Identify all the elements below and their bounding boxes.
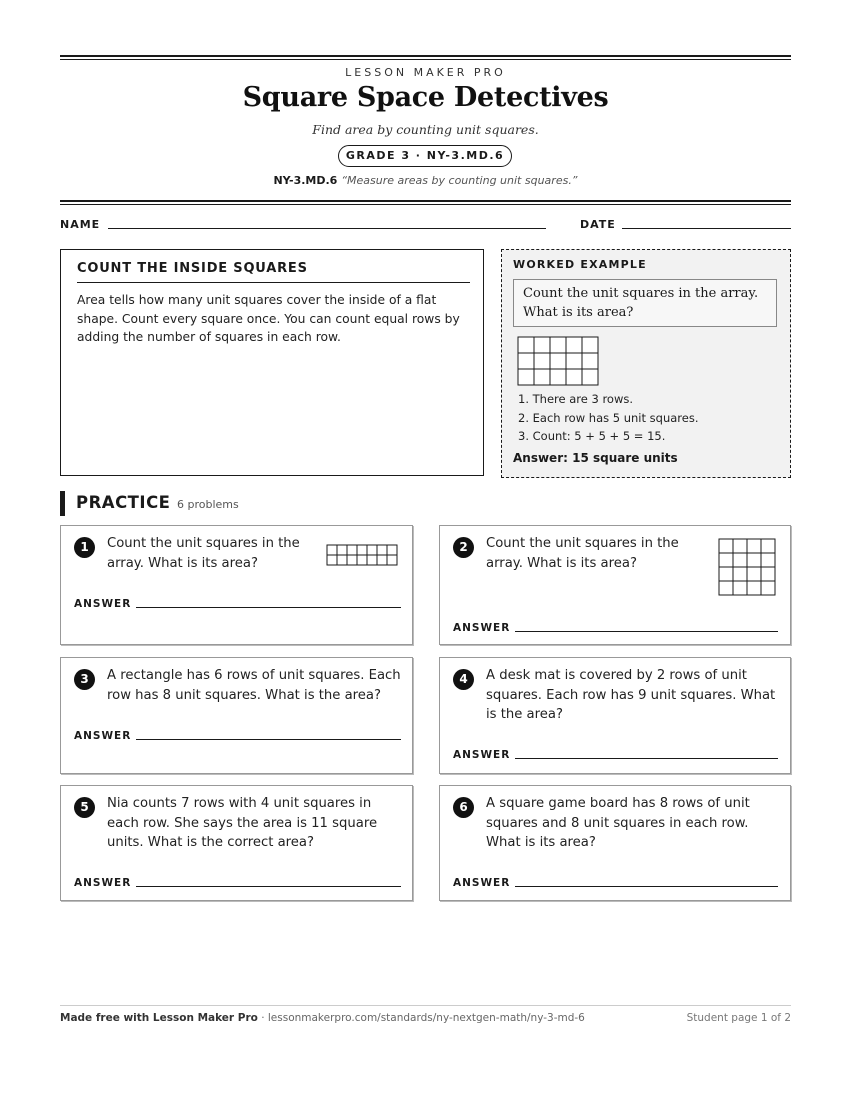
problem-card-5 xyxy=(60,785,413,901)
unit-square xyxy=(566,369,582,385)
problem-text: A rectangle has 6 rows of unit squares. Each row has 8 unit squares. What is the area? xyxy=(107,668,401,703)
worksheet-subtitle: Find area by counting unit squares. xyxy=(312,122,539,137)
header-top-rule xyxy=(60,55,791,57)
unit-square xyxy=(377,555,387,565)
unit-square xyxy=(357,545,367,555)
problem-number: 2 xyxy=(453,537,474,558)
unit-square xyxy=(387,545,397,555)
answer-field[interactable] xyxy=(136,607,401,608)
answer-label: ANSWER xyxy=(74,730,132,742)
grade-standard-badge: GRADE 3 · NY-3.MD.6 xyxy=(338,145,512,167)
unit-square xyxy=(387,555,397,565)
answer-label: ANSWER xyxy=(453,749,511,761)
problem-array xyxy=(718,538,776,596)
footer-url[interactable]: · lessonmakerpro.com/standards/ny-nextgen-math/ny-3-md-6 xyxy=(257,1012,585,1024)
unit-square xyxy=(761,581,775,595)
header-bottom-rule xyxy=(60,200,791,202)
practice-title: PRACTICE xyxy=(76,493,171,512)
unit-square xyxy=(719,581,733,595)
unit-square xyxy=(550,353,566,369)
name-field[interactable] xyxy=(108,228,546,229)
lesson-panel xyxy=(60,249,484,476)
problem-text: A desk mat is covered by 2 rows of unit squares. Each row has 9 unit squares. What is the area? xyxy=(486,668,776,722)
worked-example-step: 3. Count: 5 + 5 + 5 = 15. xyxy=(518,429,666,443)
unit-square xyxy=(582,353,598,369)
answer-field[interactable] xyxy=(136,739,401,740)
problem-number: 1 xyxy=(74,537,95,558)
worked-example-panel xyxy=(501,249,791,478)
unit-square xyxy=(733,567,747,581)
unit-square xyxy=(761,567,775,581)
header-bottom-rule-thin xyxy=(60,204,791,205)
problem-number: 3 xyxy=(74,669,95,690)
unit-square xyxy=(719,567,733,581)
problem-text: Nia counts 7 rows with 4 unit squares in each row. She says the area is 11 square units. What is the correct area? xyxy=(107,796,378,850)
problem-card-1 xyxy=(60,525,413,645)
practice-marker xyxy=(60,491,65,516)
unit-square xyxy=(347,555,357,565)
problem-array xyxy=(326,544,398,566)
answer-label: ANSWER xyxy=(453,622,511,634)
lesson-heading: COUNT THE INSIDE SQUARES xyxy=(77,261,470,283)
footer-credit xyxy=(60,1012,585,1024)
unit-square xyxy=(367,555,377,565)
unit-square xyxy=(733,553,747,567)
worked-example-steps xyxy=(518,390,699,446)
unit-square xyxy=(534,353,550,369)
answer-label: ANSWER xyxy=(74,598,132,610)
unit-square xyxy=(747,581,761,595)
worked-example-array xyxy=(517,336,599,386)
unit-square xyxy=(566,353,582,369)
header-top-rule-thin xyxy=(60,59,791,60)
problem-text: Count the unit squares in the array. What is its area? xyxy=(107,536,300,571)
answer-field[interactable] xyxy=(515,886,778,887)
lesson-body: Area tells how many unit squares cover the inside of a flat shape. Count every square once. You can count equal rows by adding the number of squares in each row. xyxy=(77,293,460,344)
unit-square xyxy=(747,539,761,553)
unit-square xyxy=(761,553,775,567)
unit-square xyxy=(747,567,761,581)
problem-card-2 xyxy=(439,525,791,645)
unit-square xyxy=(747,553,761,567)
unit-square xyxy=(327,545,337,555)
footer-page-number: Student page 1 of 2 xyxy=(686,1012,791,1024)
worked-example-question: Count the unit squares in the array. What is its area? xyxy=(513,279,777,327)
unit-square xyxy=(550,369,566,385)
problem-number: 4 xyxy=(453,669,474,690)
unit-square xyxy=(534,337,550,353)
problem-text: Count the unit squares in the array. What is its area? xyxy=(486,536,679,571)
worked-example-answer: Answer: 15 square units xyxy=(513,451,678,465)
problem-card-3 xyxy=(60,657,413,774)
worked-example-step: 1. There are 3 rows. xyxy=(518,392,634,406)
worksheet-title: Square Space Detectives xyxy=(242,82,609,113)
unit-square xyxy=(357,555,367,565)
date-field[interactable] xyxy=(622,228,791,229)
unit-square xyxy=(719,553,733,567)
footer-rule xyxy=(60,1005,791,1006)
answer-field[interactable] xyxy=(136,886,401,887)
standard-description: “Measure areas by counting unit squares.” xyxy=(341,174,578,187)
unit-square xyxy=(518,369,534,385)
unit-square xyxy=(550,337,566,353)
unit-square xyxy=(337,545,347,555)
unit-square xyxy=(367,545,377,555)
unit-square xyxy=(733,581,747,595)
unit-square xyxy=(534,369,550,385)
unit-square xyxy=(566,337,582,353)
unit-square xyxy=(582,369,598,385)
worked-example-heading: WORKED EXAMPLE xyxy=(513,258,647,271)
unit-square xyxy=(761,539,775,553)
footer-made-with: Made free with Lesson Maker Pro xyxy=(60,1012,258,1024)
answer-label: ANSWER xyxy=(453,877,511,889)
name-label: NAME xyxy=(60,218,101,231)
problem-card-6 xyxy=(439,785,791,901)
standard-line xyxy=(60,174,791,187)
unit-square xyxy=(582,337,598,353)
unit-square xyxy=(337,555,347,565)
answer-label: ANSWER xyxy=(74,877,132,889)
answer-field[interactable] xyxy=(515,758,778,759)
unit-square xyxy=(377,545,387,555)
unit-square xyxy=(719,539,733,553)
problem-number: 6 xyxy=(453,797,474,818)
unit-square xyxy=(518,337,534,353)
unit-square xyxy=(347,545,357,555)
standard-code: NY-3.MD.6 xyxy=(273,174,338,187)
problem-card-4 xyxy=(439,657,791,774)
date-label: DATE xyxy=(580,218,616,231)
unit-square xyxy=(733,539,747,553)
worked-example-step: 2. Each row has 5 unit squares. xyxy=(518,410,699,425)
problem-number: 5 xyxy=(74,797,95,818)
problem-text: A square game board has 8 rows of unit squares and 8 unit squares in each row. What is its area? xyxy=(486,796,750,850)
brand-label: LESSON MAKER PRO xyxy=(345,66,506,79)
unit-square xyxy=(327,555,337,565)
unit-square xyxy=(518,353,534,369)
answer-field[interactable] xyxy=(515,631,778,632)
practice-count: 6 problems xyxy=(177,498,239,511)
